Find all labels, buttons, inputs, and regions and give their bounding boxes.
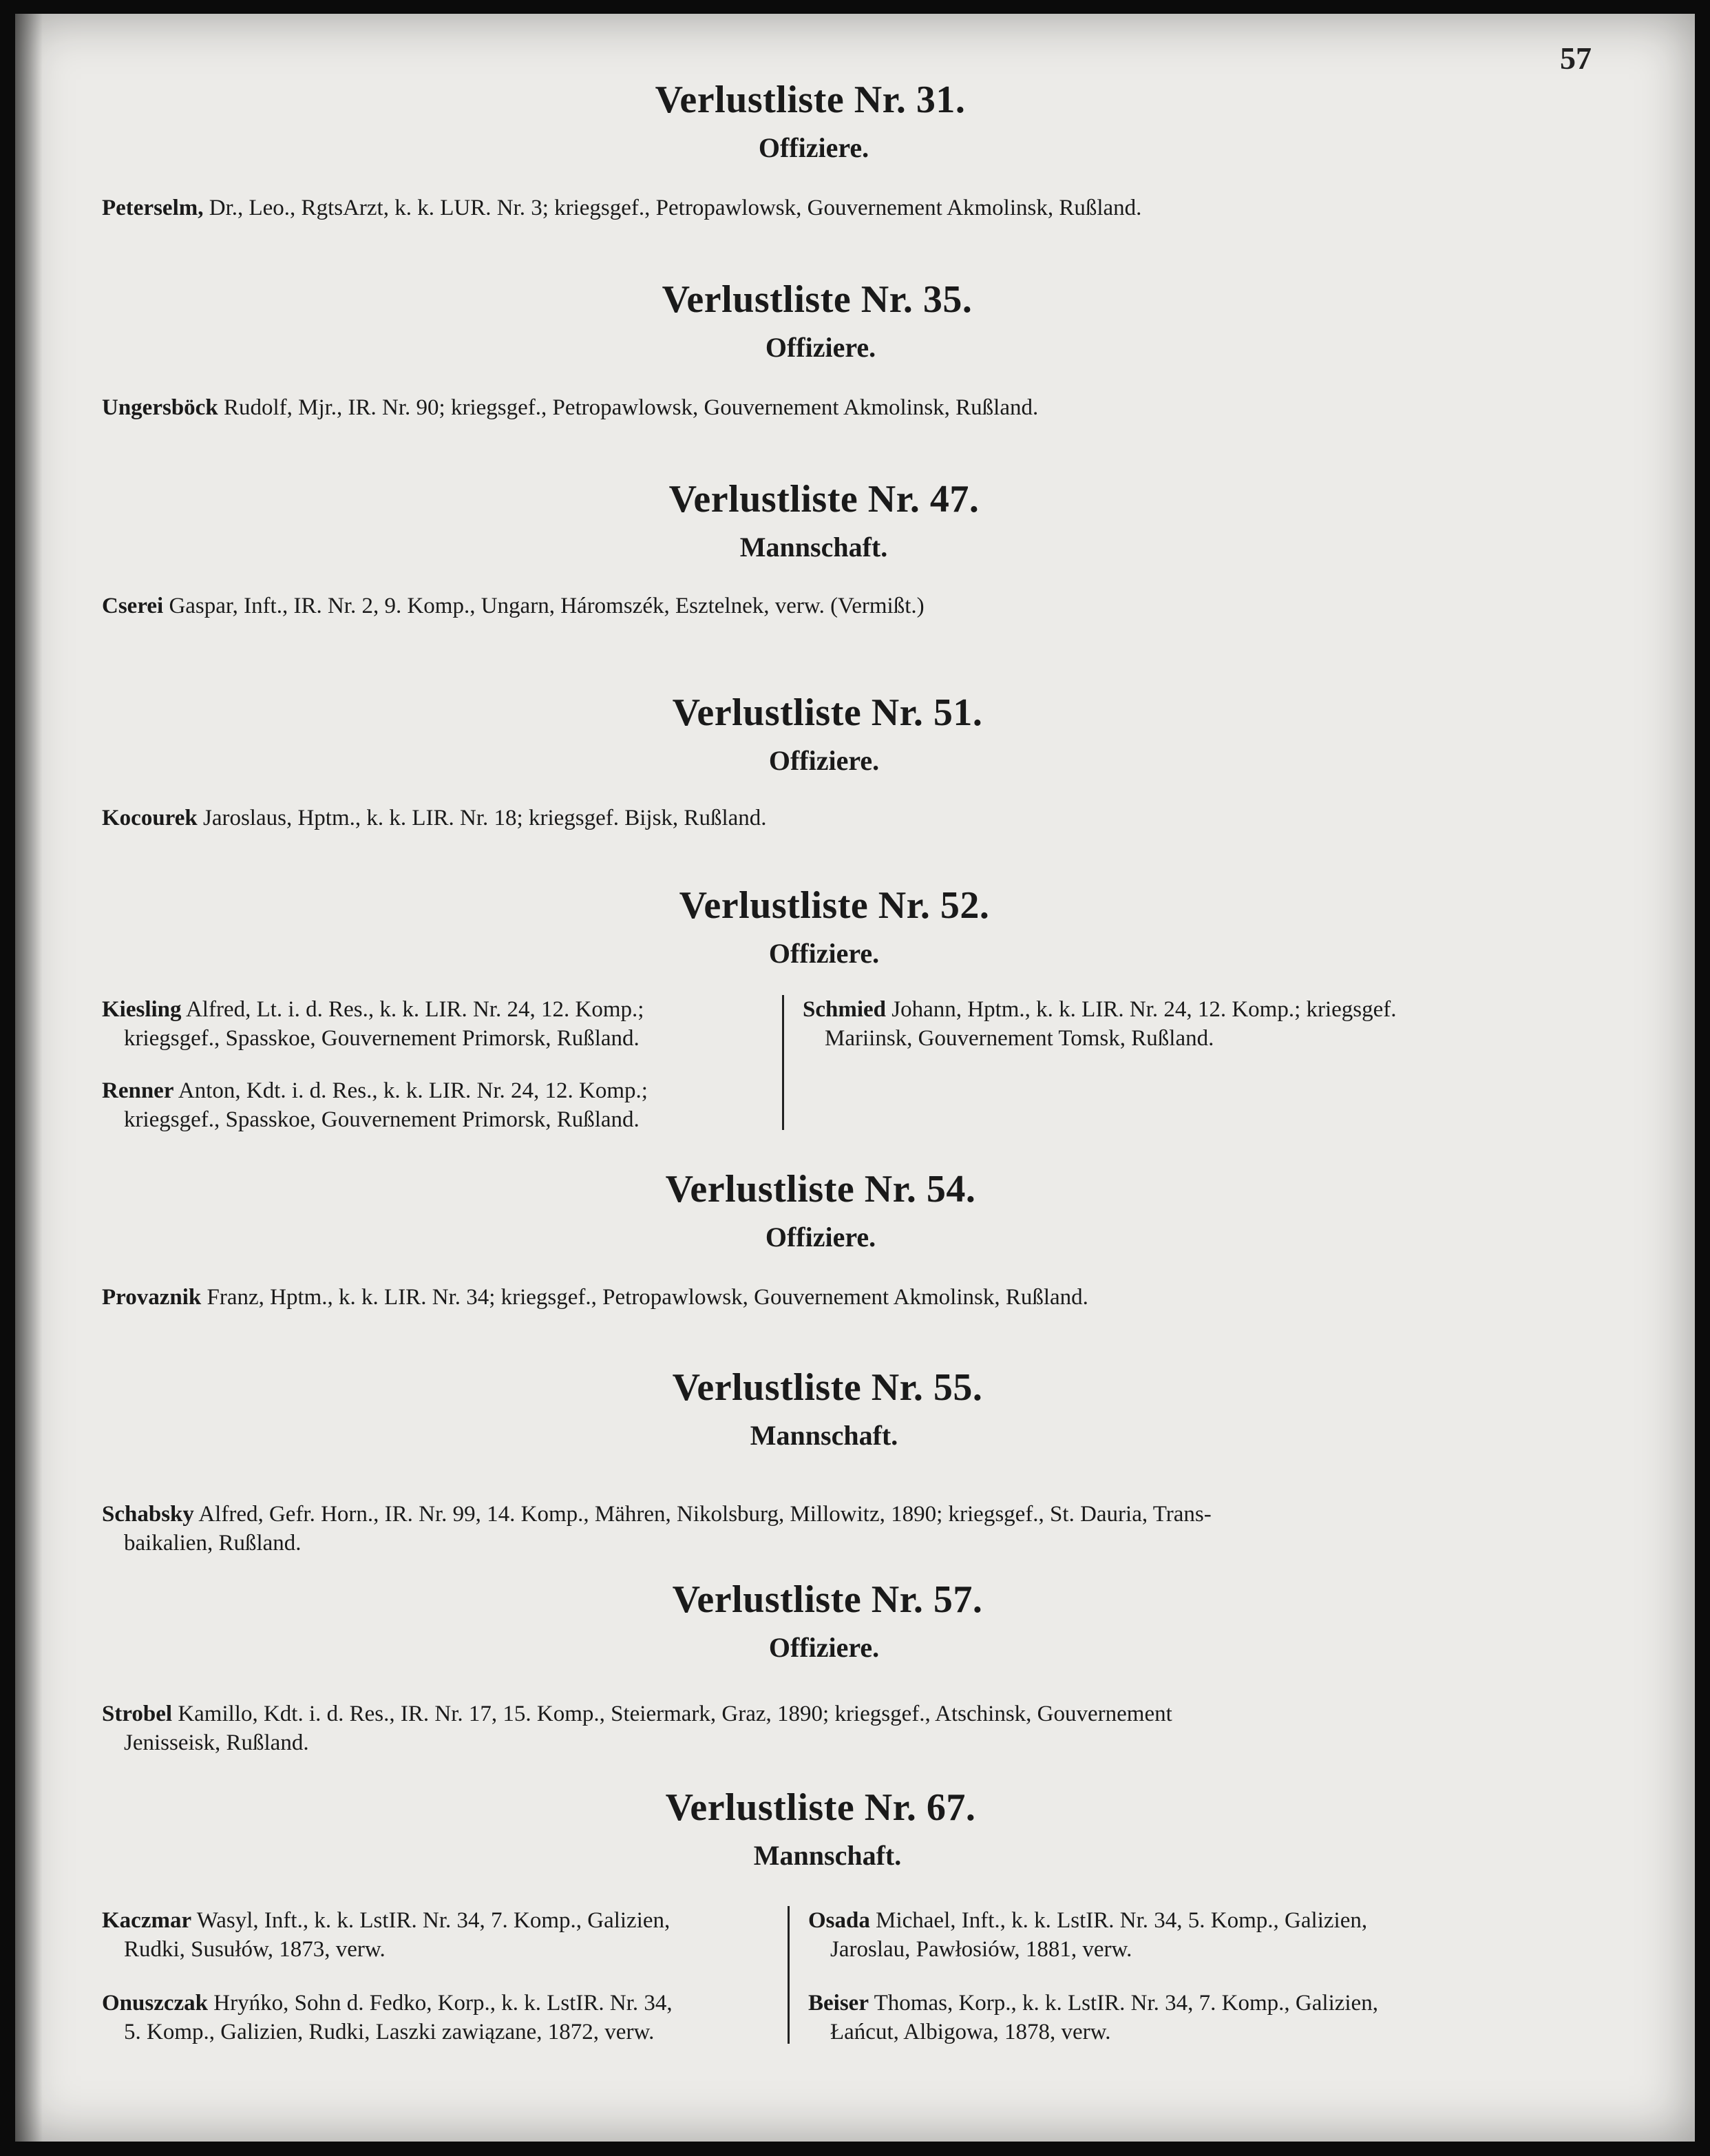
list-entry <box>102 1076 763 1134</box>
entry-text-continuation: kriegsgef., Spasskoe, Gouvernement Primorsk, Rußland. <box>124 1107 640 1132</box>
section-category: Offiziere. <box>768 745 880 776</box>
section-heading: Verlustliste Nr. 55. <box>672 1366 983 1409</box>
section-heading: Verlustliste Nr. 67. <box>665 1786 976 1829</box>
entry-text: Rudolf, Mjr., IR. Nr. 90; kriegsgef., Petropawlowsk, Gouvernement Akmolinsk, Rußland. <box>218 395 1039 420</box>
section-category: Offiziere. <box>768 938 880 969</box>
entry-name: Osada <box>808 1908 870 1933</box>
entry-name: Kiesling <box>102 997 182 1022</box>
entry-name: Cserei <box>102 594 164 618</box>
entry-text: Alfred, Gefr. Horn., IR. Nr. 99, 14. Komp., Mähren, Nikolsburg, Millowitz, 1890; kriegsgef., St. Dauria, Trans- <box>193 1502 1212 1527</box>
entry-text: Alfred, Lt. i. d. Res., k. k. LIR. Nr. 24, 12. Komp.; <box>181 997 644 1022</box>
list-entry <box>102 1699 1603 1757</box>
column-divider <box>782 995 784 1130</box>
section-heading: Verlustliste Nr. 51. <box>672 691 983 734</box>
entry-text: Franz, Hptm., k. k. LIR. Nr. 34; kriegsgef., Petropawlowsk, Gouvernement Akmolinsk, Rußland. <box>201 1285 1088 1310</box>
list-entry <box>102 591 925 621</box>
list-entry <box>102 1500 1603 1558</box>
entry-text-continuation: 5. Komp., Galizien, Rudki, Laszki zawiązane, 1872, verw. <box>124 2020 655 2044</box>
entry-name: Onuszczak <box>102 1991 209 2016</box>
list-entry <box>808 1989 1565 2047</box>
section-verlustliste-35 <box>15 275 1695 368</box>
entry-name: Peterselm, <box>102 196 204 220</box>
section-verlustliste-54 <box>15 1165 1695 1257</box>
entry-text: Kamillo, Kdt. i. d. Res., IR. Nr. 17, 15. Komp., Steiermark, Graz, 1890; kriegsgef., Atschinsk, Gouvernement <box>172 1702 1172 1726</box>
section-heading: Verlustliste Nr. 35. <box>662 278 973 321</box>
entry-name: Strobel <box>102 1702 173 1726</box>
section-category: Mannschaft. <box>739 532 888 563</box>
list-entry <box>102 193 1141 223</box>
entry-text: Anton, Kdt. i. d. Res., k. k. LIR. Nr. 24, 12. Komp.; <box>173 1078 648 1103</box>
entry-text: Gaspar, Inft., IR. Nr. 2, 9. Komp., Ungarn, Háromszék, Esztelnek, verw. (Vermißt.) <box>163 594 925 618</box>
section-category: Offiziere. <box>765 1222 876 1253</box>
entry-text: Johann, Hptm., k. k. LIR. Nr. 24, 12. Komp.; kriegsgef. <box>886 997 1397 1022</box>
entry-text: Hryńko, Sohn d. Fedko, Korp., k. k. LstIR. Nr. 34, <box>208 1991 673 2016</box>
entry-text: Wasyl, Inft., k. k. LstIR. Nr. 34, 7. Komp., Galizien, <box>191 1908 671 1933</box>
list-entry <box>803 995 1574 1053</box>
section-category: Offiziere. <box>758 132 869 163</box>
list-entry <box>102 393 1038 423</box>
section-verlustliste-51 <box>15 689 1695 781</box>
entry-text-continuation: baikalien, Rußland. <box>124 1531 302 1556</box>
section-heading: Verlustliste Nr. 31. <box>655 79 966 121</box>
entry-name: Beiser <box>808 1991 869 2016</box>
entry-text-continuation: Jenisseisk, Rußland. <box>124 1730 309 1755</box>
entry-text: Thomas, Korp., k. k. LstIR. Nr. 34, 7. Komp., Galizien, <box>868 1991 1378 2016</box>
section-verlustliste-67 <box>15 1783 1695 1876</box>
column-divider <box>788 1906 790 2044</box>
entry-text-continuation: Łańcut, Albigowa, 1878, verw. <box>830 2020 1111 2044</box>
section-verlustliste-31 <box>15 76 1695 168</box>
entry-name: Provaznik <box>102 1285 202 1310</box>
section-heading: Verlustliste Nr. 54. <box>665 1168 976 1211</box>
entry-text: Jaroslaus, Hptm., k. k. LIR. Nr. 18; kriegsgef. Bijsk, Rußland. <box>197 806 767 830</box>
section-heading: Verlustliste Nr. 57. <box>672 1578 983 1621</box>
entry-name: Kocourek <box>102 806 198 830</box>
page-number: 57 <box>1560 41 1592 76</box>
entry-text-continuation: Mariinsk, Gouvernement Tomsk, Rußland. <box>825 1026 1214 1051</box>
section-heading: Verlustliste Nr. 52. <box>679 884 990 927</box>
entry-name: Kaczmar <box>102 1908 192 1933</box>
list-entry <box>102 1282 1088 1312</box>
entry-text-continuation: Rudki, Susułów, 1873, verw. <box>124 1937 386 1962</box>
list-entry <box>102 1906 790 1964</box>
list-entry <box>808 1906 1565 1964</box>
entry-text-continuation: kriegsgef., Spasskoe, Gouvernement Primorsk, Rußland. <box>124 1026 640 1051</box>
list-entry <box>102 1989 790 2047</box>
section-category: Offiziere. <box>768 1632 880 1663</box>
entry-name: Schmied <box>803 997 887 1022</box>
entry-name: Ungersböck <box>102 395 218 420</box>
section-verlustliste-57 <box>15 1576 1695 1668</box>
section-verlustliste-47 <box>15 475 1695 567</box>
list-entry <box>102 995 763 1053</box>
entry-name: Schabsky <box>102 1502 194 1527</box>
list-entry <box>102 803 767 833</box>
entry-text: Michael, Inft., k. k. LstIR. Nr. 34, 5. Komp., Galizien, <box>869 1908 1368 1933</box>
section-heading: Verlustliste Nr. 47. <box>668 478 980 521</box>
section-category: Offiziere. <box>765 332 876 363</box>
section-category: Mannschaft. <box>750 1420 898 1451</box>
entry-name: Renner <box>102 1078 174 1103</box>
document-page <box>15 14 1695 2142</box>
entry-text: Dr., Leo., RgtsArzt, k. k. LUR. Nr. 3; kriegsgef., Petropawlowsk, Gouvernement Akmolinsk, Rußland. <box>203 196 1142 220</box>
section-category: Mannschaft. <box>753 1840 902 1871</box>
entry-text-continuation: Jaroslau, Pawłosiów, 1881, verw. <box>830 1937 1132 1962</box>
section-verlustliste-52 <box>15 881 1695 974</box>
section-verlustliste-55 <box>15 1363 1695 1456</box>
